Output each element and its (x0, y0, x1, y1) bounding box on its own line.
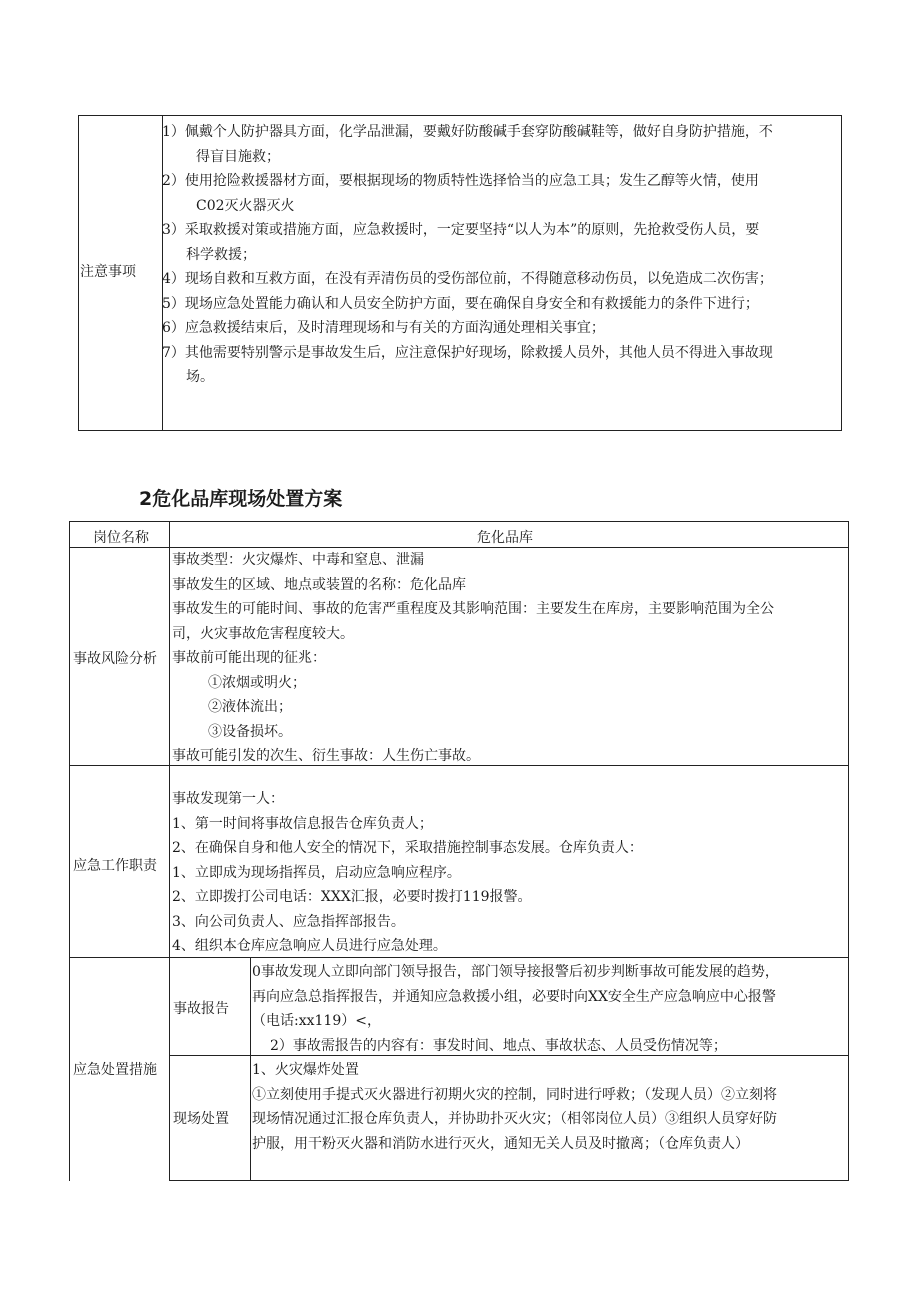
risk-label: 事故风险分析 (73, 651, 157, 667)
report-line: 0事故发现人立即向部门领导报告，部门领导接报警后初步判断事故可能发展的趋势， (252, 964, 779, 980)
section-title: 2危化品库现场处置方案 (139, 488, 343, 510)
duty-line: 1、第一时间将事故信息报告仓库负责人； (172, 815, 433, 832)
note-7-line2: 场。 (186, 369, 214, 385)
onsite-line: ①立刻使用手提式灭火器进行初期火灾的控制，同时进行呼救；（发现人员）②立刻将 (252, 1086, 777, 1103)
onsite-label: 现场处置 (173, 1111, 229, 1127)
duty-line: 4、组织本仓库应急响应人员进行应急处理。 (172, 938, 447, 954)
t2-top (69, 521, 849, 522)
duty-line: 事故发现第一人： (172, 791, 284, 807)
risk-line: 事故发生的区域、地点或装置的名称：危化品库 (172, 576, 466, 593)
header-value: 危化品库 (477, 530, 533, 546)
onsite-line: 1、火灾爆炸处置 (252, 1062, 359, 1078)
table1-border-top (78, 115, 842, 116)
table1-label: 注意事项 (80, 264, 136, 280)
table1-border-right (841, 115, 842, 431)
table1-border-bottom (78, 430, 842, 431)
t2-sub (250, 957, 251, 1181)
note-2-line1: 2）使用抢险救援器材方面，要根据现场的物质特性选择恰当的应急工具；发生乙醇等火情，使用 (162, 173, 759, 189)
duty-line: 2、立即拨打公司电话：XXX汇报，必要时拨打119报警。 (172, 889, 532, 905)
duty-line: 3、向公司负责人、应急指挥部报告。 (172, 913, 405, 930)
measures-label: 应急处置措施 (73, 1062, 157, 1078)
risk-line: 事故类型：火灾爆炸、中毒和窒息、泄漏 (172, 552, 424, 568)
note-6: 6）应急救援结束后，及时清理现场和与有关的方面沟通处理相关事宜； (162, 320, 605, 336)
note-2-line2: C02灭火器灭火 (196, 197, 295, 214)
note-5: 5）现场应急处置能力确认和人员安全防护方面，要在确保自身安全和有救援能力的条件下进行； (162, 295, 759, 312)
duty-line: 2、在确保自身和他人安全的情况下，采取措施控制事态发展。仓库负责人： (172, 840, 643, 856)
risk-sign: ②液体流出； (208, 699, 292, 715)
header-label: 岗位名称 (93, 530, 149, 546)
report-line: 再向应急总指挥报告，并通知应急救援小组，必要时向XX安全生产应急响应中心报警 (252, 988, 776, 1005)
note-4: 4）现场自救和互救方面，在没有弄清伤员的受伤部位前，不得随意移动伤员，以免造成二次伤害； (162, 271, 773, 287)
note-1-line2: 得盲目施救； (196, 148, 280, 165)
duty-label: 应急工作职责 (73, 858, 157, 874)
risk-sign: ③设备损坏。 (208, 723, 292, 740)
t2-right (848, 521, 849, 1181)
table1-content (162, 120, 773, 390)
onsite-line: 现场情况通过汇报仓库负责人，并协助扑灭火灾；（相邻岗位人员）③组织人员穿好防 (252, 1111, 777, 1127)
report-label: 事故报告 (173, 1001, 229, 1017)
risk-line: 事故前可能出现的征兆： (172, 650, 326, 666)
duty-content (172, 787, 643, 959)
risk-content (172, 548, 774, 769)
note-1-line1: 1）佩戴个人防护器具方面，化学品泄漏，要戴好防酸碱手套穿防酸碱鞋等，做好自身防护措施，不 (162, 124, 773, 140)
report-line: （电话:xx119）<， (252, 1013, 381, 1029)
note-7-line1: 7）其他需要特别警示是事故发生后，应注意保护好现场，除救援人员外，其他人员不得进入事故现 (162, 344, 773, 361)
risk-line: 司，火灾事故危害程度较大。 (172, 625, 354, 642)
risk-sign: ①浓烟或明火； (208, 674, 306, 691)
note-3-line1: 3）采取救援对策或措施方面，应急救援时，一定要坚持“以人为本”的原则，先抢救受伤人员，要 (162, 222, 760, 238)
note-3-line2: 科学救援； (186, 246, 256, 263)
onsite-line: 护服，用干粉灭火器和消防水进行灭火，通知无关人员及时撤离；（仓库负责人） (252, 1135, 749, 1152)
t2-left (69, 521, 70, 1181)
risk-line: 事故可能引发的次生、衍生事故：人生伤亡事故。 (172, 748, 480, 764)
t2-mid (169, 521, 170, 1181)
t2-bottom (169, 1180, 849, 1181)
risk-line: 事故发生的可能时间、事故的危害严重程度及其影响范围：主要发生在库房，主要影响范围为全公 (172, 601, 774, 617)
report-content (252, 960, 779, 1058)
table1-border-left (78, 115, 79, 431)
report-line: 2）事故需报告的内容有：事发时间、地点、事故状态、人员受伤情况等； (270, 1037, 727, 1054)
onsite-content (252, 1058, 777, 1156)
duty-line: 1、立即成为现场指挥员，启动应急响应程序。 (172, 864, 461, 881)
